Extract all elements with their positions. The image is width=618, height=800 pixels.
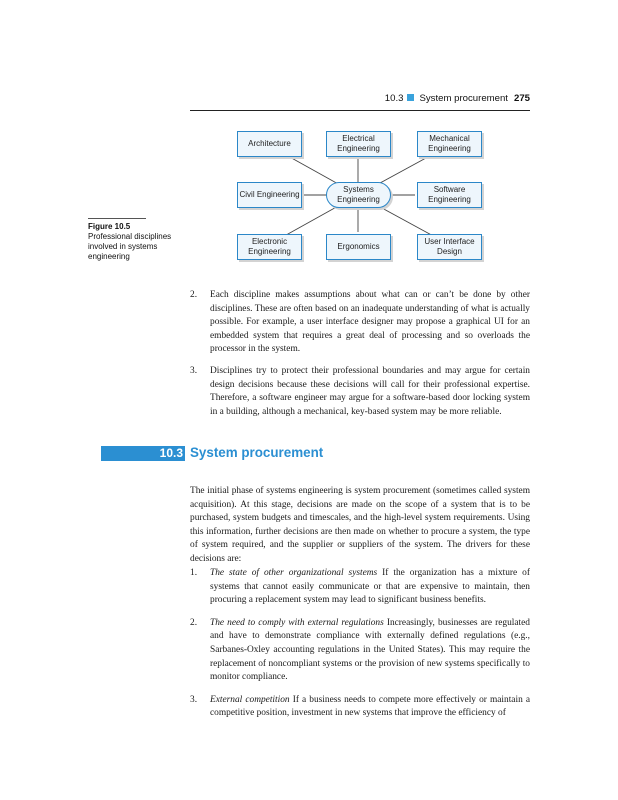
figure-label: Figure 10.5 — [88, 222, 131, 231]
node-electrical-engineering: Electrical Engineering — [326, 131, 391, 157]
node-architecture: Architecture — [237, 131, 302, 157]
node-software-engineering: Software Engineering — [417, 182, 482, 208]
figure-caption — [88, 222, 188, 262]
list-item-text: Each discipline makes assumptions about what can or can’t be done by other disciplines. These are often based on an inadequate understanding of what is actually possible. For example, a user interface designer may propose a graphical UI for an embedded system that requires a great deal of processing and so overloads the processor in the system. — [210, 290, 530, 355]
list-item-text: If a business needs to compete more effectively or maintain a competitive position, investment in new systems that improve the efficiency of — [210, 694, 530, 719]
running-header — [190, 93, 530, 109]
drivers-list — [190, 567, 530, 721]
node-mechanical-engineering: Mechanical Engineering — [417, 131, 482, 157]
page-number: 275 — [513, 93, 530, 104]
list-item-text: Disciplines try to protect their professional boundaries and may argue for certain design decisions because these decisions will call for their professional expertise. Therefore, a software engineer may argue for a software-based door locking system in a building, although a mechanical, key-based system may be more reliable. — [210, 365, 530, 417]
header-section-ref: 10.3 — [384, 93, 404, 104]
figure-caption-rule — [88, 218, 146, 219]
list-item-number: 3. — [190, 694, 198, 705]
list-item — [190, 694, 530, 721]
node-systems-engineering: Systems Engineering — [326, 182, 391, 208]
node-user-interface-design: User Interface Design — [417, 234, 482, 260]
list-item-term: External competition — [210, 694, 290, 705]
list-item-term: The need to comply with external regulations — [210, 617, 384, 628]
intro-paragraph: The initial phase of systems engineering is system procurement (sometimes called system acquisition). At this stage, decisions are made on the scope of a system that is to be purchased, system budgets and timescales, and the high-level system requirements. Using this information, further decisions are then made on whether to procure a system, the type of system required, and the supplier or suppliers of the system. The drivers for these decisions are: — [190, 486, 530, 564]
list-item-term: The state of other organizational systems — [210, 568, 378, 578]
node-ergonomics: Ergonomics — [326, 234, 391, 260]
list-item-number: 2. — [190, 617, 198, 628]
figure-caption-text: Professional disciplines involved in systems engineering — [88, 232, 172, 261]
header-section-title: System procurement — [419, 93, 508, 104]
list-item — [190, 617, 530, 685]
section-title: System procurement — [190, 445, 324, 460]
list-item — [190, 365, 530, 419]
node-electronic-engineering: Electronic Engineering — [237, 234, 302, 260]
list-item — [190, 289, 530, 357]
node-civil-engineering: Civil Engineering — [237, 182, 302, 208]
list-item-text: If the organization has a mixture of systems that cannot easily communicate or that are expensive to maintain, then procuring a replacement system may lead to significant business benefits. — [210, 568, 530, 606]
figure-diagram — [180, 120, 530, 275]
list-item — [190, 567, 530, 608]
header-rule — [190, 110, 530, 111]
list-item-number: 1. — [190, 568, 198, 578]
section-number: 10.3 — [159, 446, 183, 460]
list-item-number: 3. — [190, 365, 198, 376]
list-item-number: 2. — [190, 290, 198, 300]
square-bullet-icon — [407, 94, 414, 101]
problems-list — [190, 289, 530, 419]
list-item-text: Increasingly, businesses are regulated and have to demonstrate compliance with externally defined regulations (e.g., Sarbanes-Oxley accounting regulations in the United States). This may require the replacement of noncompliant systems or the provision of new systems specifically to monitor compliance. — [210, 617, 530, 683]
